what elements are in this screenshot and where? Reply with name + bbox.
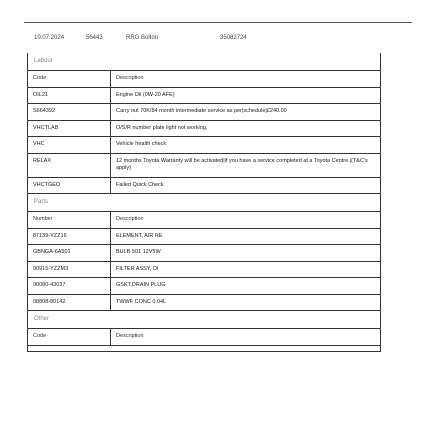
table-row: [28, 104, 380, 121]
header-date: 10.07.2024: [34, 35, 65, 41]
table-row: [28, 177, 380, 194]
row-code: VHCTLAB: [28, 120, 111, 137]
row-description: Carry out 70K/84 month intermediate service as per|schedule|£240.00: [111, 104, 381, 121]
row-description: Engine Oil (0W-20 AFE): [111, 87, 381, 104]
table-row: [28, 137, 380, 154]
labour-table: [28, 70, 380, 194]
labour-col-code: Code: [28, 71, 111, 88]
labour-table-header: [28, 71, 380, 88]
parts-col-description: Description: [111, 212, 381, 229]
other-col-code: Code: [28, 329, 111, 346]
row-part-number: 90915-YZZM3: [28, 261, 111, 278]
row-description: GSKT,DRAIN PLUG: [111, 278, 381, 295]
table-row: [28, 228, 380, 245]
row-code: VHC: [28, 137, 111, 154]
labour-col-description: Description: [111, 71, 381, 88]
header-dealer: RRG Bolton: [126, 35, 159, 41]
table-row: [28, 245, 380, 262]
row-description: FILTER ASSY, OI: [111, 261, 381, 278]
row-code: RELAX: [28, 153, 111, 177]
parts-section-label: Parts: [34, 199, 49, 205]
row-code: S664392: [28, 104, 111, 121]
parts-col-number: Number: [28, 212, 111, 229]
table-row: [28, 120, 380, 137]
parts-table: [28, 211, 380, 311]
table-row: [28, 294, 380, 311]
table-row: [28, 261, 380, 278]
top-rule: [24, 22, 412, 23]
labour-section-label: Labour: [34, 58, 53, 64]
header-number: 56443: [86, 35, 103, 41]
row-code: OIL21: [28, 87, 111, 104]
sheet-bottom-edge: [28, 346, 380, 352]
table-row: [28, 153, 380, 177]
row-description: ELEMENT, AIR RE: [111, 228, 381, 245]
row-code: VHCTGEO: [28, 177, 111, 194]
header-reference: 35082724: [220, 35, 247, 41]
row-description: Failed Quick Check: [111, 177, 381, 194]
row-description: 12 months Toyota Warranty will be activated|if you have a service completed at a Toyota Centre.|(T&C's apply): [111, 153, 381, 177]
other-table-header: [28, 329, 380, 346]
table-row: [28, 278, 380, 295]
other-table: [28, 328, 380, 346]
row-part-number: 87139-YZZ16: [28, 228, 111, 245]
row-part-number: 08808-80142: [28, 294, 111, 311]
row-description: O/S/R number plate light not working.: [111, 120, 381, 137]
job-sheet: [27, 53, 381, 352]
row-part-number: GBNGA-6A501: [28, 245, 111, 262]
row-description: BULB 501 12V5W: [111, 245, 381, 262]
row-description: Vehicle health check: [111, 137, 381, 154]
row-part-number: 90080-43037: [28, 278, 111, 295]
parts-table-header: [28, 212, 380, 229]
row-description: TWWF CONC 0.04L: [111, 294, 381, 311]
other-section-label: Other: [34, 316, 50, 322]
other-col-description: Description: [111, 329, 381, 346]
table-row: [28, 87, 380, 104]
